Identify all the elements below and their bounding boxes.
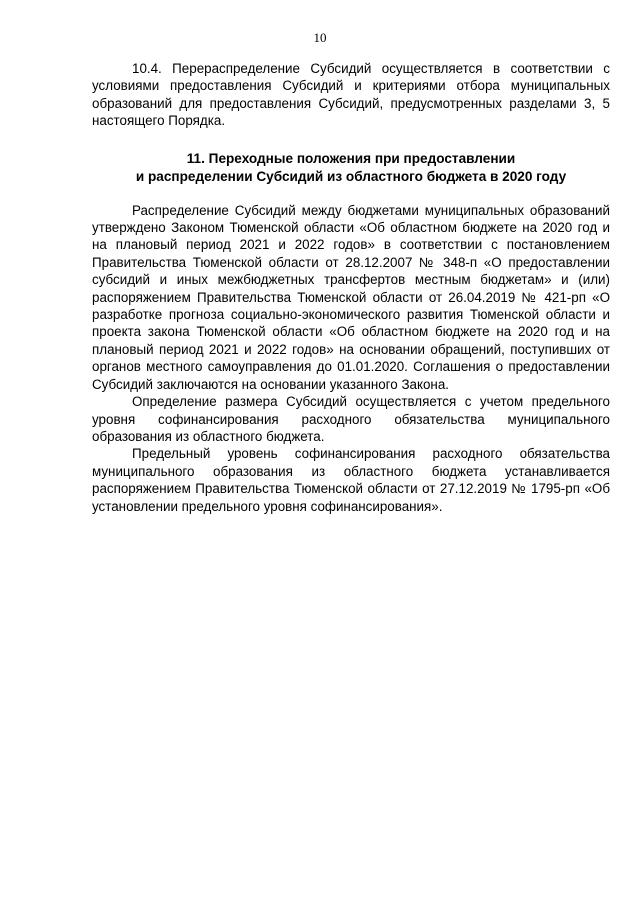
paragraph-distribution: Распределение Субсидий между бюджетами муниципальных образований утверждено Законом Тюменской области «Об областном бюджете на 2020 год и на плановый период 2021 и 2022 годов» в соответствии с постановлением Правительства Тюменской области от 28.12.2007 № 348-п «О предоставлении субсидий и иных межбюджетных трансфертов местным бюджетам» и (или) распоряжением Правительства Тюменской области от 26.04.2019 № 421-рп «О разработке прогноза социально-экономического развития Тюменской области и проекта закона Тюменской области «Об областном бюджете на 2020 год и на плановый период 2021 и 2022 годов» на основании обращений, поступивших от органов местного самоуправления до 01.01.2020. Соглашения о предоставлении Субсидий заключаются на основании указанного Закона. [92,202,610,392]
paragraph-10-4: 10.4. Перераспределение Субсидий осуществляется в соответствии с условиями предоставления Субсидий и критериями отбора муниципальных образований для предоставления Субсидий, предусмотренных разделами 3, 5 настоящего Порядка. [92,61,610,129]
section-11-heading-line-1: 11. Переходные положения при предоставлении [186,150,516,166]
section-11-heading-line-2: и распределении Субсидий из областного бюджета в 2020 году [135,168,567,184]
paragraph-subsidy-size: Определение размера Субсидий осуществляется с учетом предельного уровня софинансирования расходного обязательства муниципального образования из областного бюджета. [92,394,610,444]
document-body [92,60,610,515]
page-number: 10 [313,30,327,45]
paragraph-cofinancing-limit: Предельный уровень софинансирования расходного обязательства муниципального образования из областного бюджета устанавливается распоряжением Правительства Тюменской области от 27.12.2019 № 1795-рп «Об установлении предельного уровня софинансирования». [92,446,610,514]
section-11-heading [92,150,610,186]
